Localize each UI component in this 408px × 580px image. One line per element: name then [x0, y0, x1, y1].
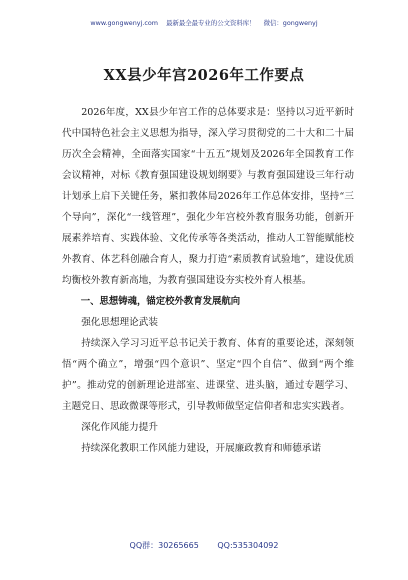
page-footer — [0, 540, 408, 551]
paragraph-style: 持续深化教职工作风能力建设，开展廉政教育和师德承诺 — [81, 443, 322, 454]
subheading-theory: 强化思想理论武装 — [81, 317, 158, 328]
subheading-style: 深化作风能力提升 — [81, 422, 158, 433]
footer-qq: QQ:535304092 — [217, 541, 279, 550]
footer-qq-group: QQ群：30265665 — [129, 541, 199, 550]
header-wechat: 微信：gongwenyj — [263, 19, 318, 27]
paragraph-theory: 持续深入学习习近平总书记关于教育、体育的重要论述，深刻领悟“两个确立”，增强“四个意识”、坚定“四个自信”、做到“两个维护”。推动党的创新理论进部室、进课堂、进头脑，通过专题学习、主题党日、思政微课等形式，引导教师做坚定信仰者和忠实实践者。 — [62, 338, 354, 412]
intro-paragraph: 2026年度，XX县少年宫工作的总体要求是：坚持以习近平新时代中国特色社会主义思想为指导，深入学习贯彻党的二十大和二十届历次全会精神，全面落实国家“十五五”规划及2026年全国教育工作会议精神，对标《教育强国建设规划纲要》与教育强国建设三年行动计划承上启下关键任务，紧扣教体局2026年工作总体安排，坚持“三个导向”，深化“一线管理”，强化少年宫校外教育服务功能，创新开展素养培育、实践体验、文化传承等各类活动，推动人工智能赋能校外教育、体艺科创融合育人，聚力打造“素质教育试验地”，建设优质均衡校外教育新高地，为教育强国建设夯实校外育人根基。 — [62, 107, 354, 286]
document-title: XX县少年宫2026年工作要点 — [103, 67, 305, 84]
document-body — [62, 102, 354, 459]
section-heading-1: 一、思想铸魂，锚定校外教育发展航向 — [80, 296, 241, 307]
page-header — [0, 18, 408, 27]
header-slogan: 最新最全最专业的公文资料库！ — [166, 19, 256, 27]
header-site-url[interactable]: www.gongwenyj.com — [90, 19, 159, 27]
